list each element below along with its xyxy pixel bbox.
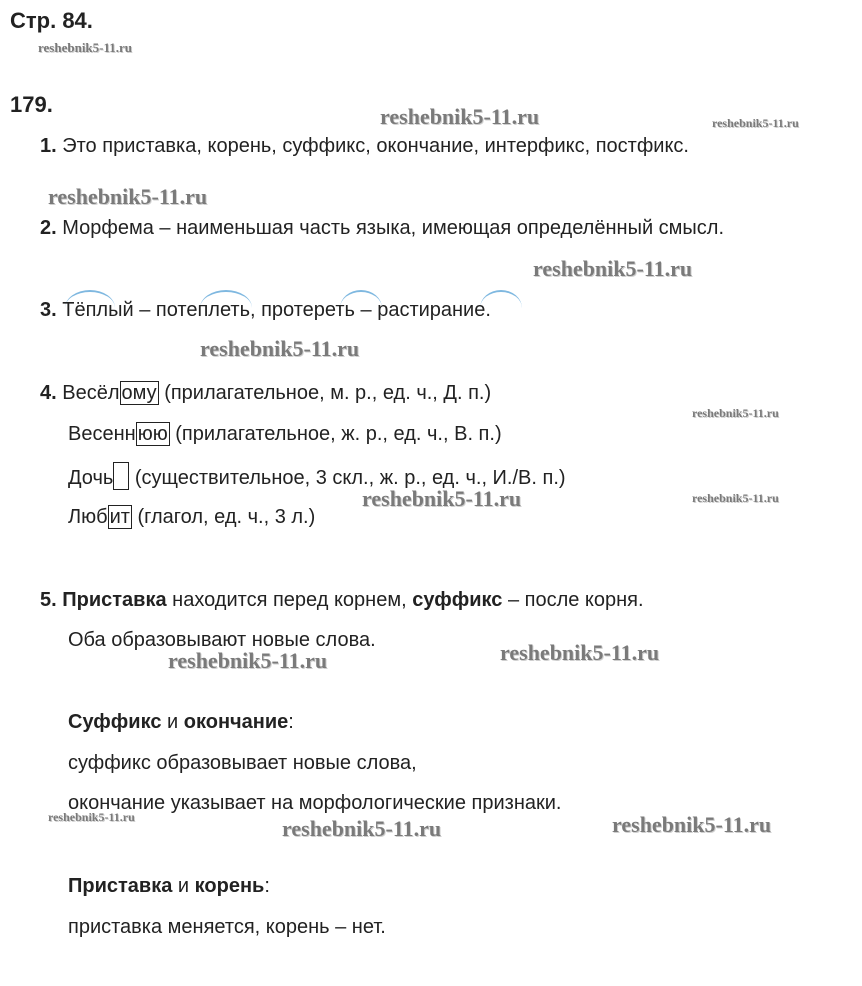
watermark: reshebnik5-11.ru [168,648,328,673]
watermark: reshebnik5-11.ru [712,116,799,130]
item-4-line-4 [68,505,315,529]
term: Приставка [68,875,173,897]
term-prefix: Приставка [62,589,167,611]
ending-box: ит [109,506,130,528]
word-info: (прилагательное, м. р., ед. ч., Д. п.) [164,382,492,404]
word-info: (прилагательное, ж. р., ед. ч., В. п.) [175,423,502,445]
watermark: reshebnik5-11.ru [500,640,660,665]
item-5-line-2: Оба образовывают новые слова. [68,629,376,651]
suffix-line: суффикс образовывает новые слова, [68,752,417,774]
ending-line: окончание указывает на морфологические признаки. [68,792,562,814]
colon: : [264,875,270,897]
term: Суффикс [68,711,162,733]
watermark: reshebnik5-11.ru [380,104,540,129]
task-number: 179. [10,92,53,117]
term: окончание [183,711,289,733]
watermark: reshebnik5-11.ru [38,40,133,55]
conj: и [177,875,190,897]
word-stem: Люб [68,506,108,528]
watermark: reshebnik5-11.ru [200,336,360,361]
term: корень [194,875,265,897]
item-5-line-1 [40,588,644,612]
word-info: (глагол, ед. ч., 3 л.) [137,506,316,528]
watermark: reshebnik5-11.ru [282,816,442,841]
item-4-line-2 [68,422,502,446]
item-2-number: 2. [40,217,57,239]
item-1-text: Это приставка, корень, суффикс, окончание, интерфикс, постфикс. [62,135,689,157]
watermark: reshebnik5-11.ru [48,184,208,209]
item-3-text: Тёплый – потеплеть, протереть – растирание. [62,299,491,321]
text: – после корня. [507,589,644,611]
item-2-text: Морфема – наименьшая часть языка, имеющая определённый смысл. [62,217,725,239]
item-2 [40,216,724,240]
colon: : [288,711,294,733]
text: находится перед корнем, [172,589,407,611]
word-stem: Дочь [68,467,114,489]
item-4-number: 4. [40,382,57,404]
ending-box: юю [137,423,168,445]
empty-ending-box [113,462,129,490]
conj: и [167,711,179,733]
watermark: reshebnik5-11.ru [692,491,779,505]
item-5-number: 5. [40,589,57,611]
item-1 [40,134,689,158]
word-stem: Весенн [68,423,136,445]
item-4-line-1 [40,381,491,405]
watermark: reshebnik5-11.ru [533,256,693,281]
page-title: Стр. 84. [10,8,93,33]
term-suffix: суффикс [412,589,503,611]
word-stem: Весёл [62,382,120,404]
watermark: reshebnik5-11.ru [362,486,522,511]
subheading-prefix-root [68,874,270,898]
watermark: reshebnik5-11.ru [48,810,135,824]
watermark: reshebnik5-11.ru [692,406,779,420]
subheading-suffix-ending [68,710,294,734]
item-1-number: 1. [40,135,57,157]
prefix-line: приставка меняется, корень – нет. [68,916,386,938]
item-3-number: 3. [40,299,57,321]
word-info: (существительное, 3 скл., ж. р., ед. ч., И./В. п.) [134,467,566,489]
item-3 [40,298,491,322]
ending-box: ому [121,382,157,404]
watermark: reshebnik5-11.ru [612,812,772,837]
